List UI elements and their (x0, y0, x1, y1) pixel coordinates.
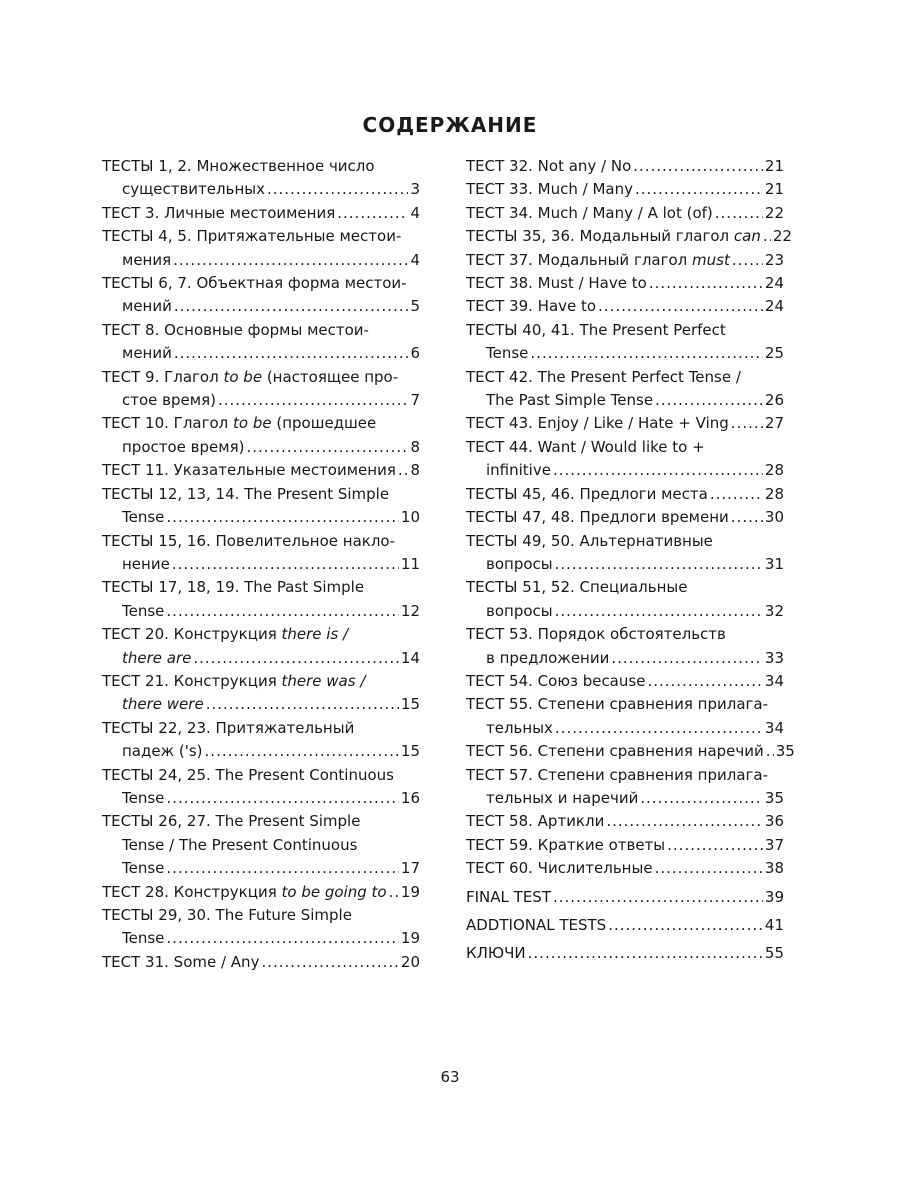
toc-entry-line (466, 366, 784, 389)
toc-page-number: 24 (764, 297, 784, 316)
toc-entry-line (466, 942, 784, 965)
toc-page-number: 36 (764, 812, 784, 831)
dot-leader (555, 717, 763, 740)
toc-page-number: 15 (400, 695, 420, 714)
dot-leader (732, 249, 763, 272)
toc-entry (466, 178, 784, 201)
toc-entry-text: ТЕСТ 56. Степени сравнения наречий (466, 742, 764, 761)
toc-entry-text: ТЕСТ 55. Степени сравнения прилага- (466, 695, 768, 714)
toc-entry-line (466, 914, 784, 937)
dot-leader (731, 506, 763, 529)
toc-page-number: 26 (764, 391, 784, 410)
toc-entry (102, 810, 420, 880)
toc-entry (466, 225, 792, 248)
toc-entry-text: мения (122, 250, 172, 269)
toc-entry-line (466, 249, 784, 272)
dot-leader (655, 389, 763, 412)
dot-leader (398, 459, 409, 482)
toc-entry-text: ТЕСТЫ 35, 36. Модальный глагол can (466, 227, 761, 246)
toc-entry-line (466, 576, 784, 599)
dot-leader (715, 202, 763, 225)
toc-entry (466, 436, 784, 483)
toc-entry-line (102, 787, 420, 810)
toc-entry-line (466, 155, 784, 178)
toc-entry-text: ТЕСТ 60. Числительные (466, 859, 653, 878)
toc-entry-text: Tense (122, 508, 165, 527)
page-number: 63 (440, 1068, 460, 1086)
toc-entry-line (102, 202, 420, 225)
toc-entry-line (466, 886, 784, 909)
toc-page-number: 27 (764, 414, 784, 433)
toc-page-number: 35 (775, 742, 795, 761)
toc-entry-line (466, 764, 784, 787)
toc-entry-text: ТЕСТЫ 26, 27. The Present Simple (102, 812, 361, 831)
toc-entry-text: ТЕСТ 9. Глагол to be (настоящее про- (102, 367, 399, 386)
toc-entry-text: ТЕСТЫ 29, 30. The Future Simple (102, 906, 352, 924)
toc-entry (466, 857, 784, 880)
toc-page-number: 8 (410, 437, 420, 456)
toc-page-number: 30 (764, 508, 784, 527)
dot-leader (173, 249, 408, 272)
dot-leader (555, 553, 763, 576)
dot-leader (166, 787, 399, 810)
toc-page-number: 24 (764, 274, 784, 293)
toc-entry (466, 530, 784, 577)
toc-column-right (466, 155, 795, 966)
toc-page-number: 16 (400, 788, 420, 807)
toc-entry-line (102, 412, 420, 435)
toc-entry-text: КЛЮЧИ (466, 944, 526, 963)
toc-entry (102, 904, 420, 951)
toc-page-number: 21 (764, 180, 784, 199)
toc-entry-text: ТЕСТЫ 22, 23. Притяжательный (102, 718, 355, 737)
toc-entry-text: ТЕСТ 32. Not any / No (466, 157, 632, 175)
dot-leader (267, 178, 408, 201)
dot-leader (337, 202, 408, 225)
toc-entry-line (102, 647, 420, 670)
toc-entry-text: ТЕСТ 33. Much / Many (466, 180, 633, 199)
toc-entry-line (102, 857, 420, 880)
toc-entry-text: ADDTIONAL TESTS (466, 916, 607, 934)
toc-entry (102, 717, 420, 764)
dot-leader (166, 600, 399, 623)
toc-entry (466, 506, 784, 529)
toc-entry (466, 810, 784, 833)
toc-page-number: 22 (772, 227, 792, 246)
toc-entry-line (466, 670, 784, 693)
toc-entry-text: тельных (486, 718, 553, 737)
toc-entry-text: Tense (122, 859, 165, 878)
toc-entry-line (102, 576, 420, 599)
toc-entry (102, 412, 420, 459)
toc-entry-line (466, 506, 784, 529)
dot-leader (606, 810, 763, 833)
toc-entry-text: ТЕСТ 58. Артикли (466, 812, 605, 831)
toc-page-number: 34 (764, 671, 784, 690)
toc-entry-line (102, 436, 420, 459)
toc-page-number: 11 (400, 554, 420, 573)
toc-page-number: 28 (764, 484, 784, 503)
toc-entry (466, 623, 784, 670)
toc-entry (102, 881, 420, 904)
dot-leader (166, 927, 399, 950)
toc-entry (466, 483, 784, 506)
toc-entry-text: ТЕСТ 57. Степени сравнения прилага- (466, 765, 768, 784)
toc-entry-text: ТЕСТ 10. Глагол to be (прошедшее (102, 414, 377, 433)
toc-entry-line (466, 483, 784, 506)
toc-entry-text: тельных и наречий (486, 788, 639, 807)
toc-page-number: 4 (410, 203, 420, 222)
dot-leader (205, 740, 399, 763)
toc-entry-line (102, 459, 420, 482)
toc-entry-text: мений (122, 344, 172, 363)
dot-leader (530, 342, 763, 365)
toc-entry-line (102, 272, 420, 295)
toc-page-number: 33 (764, 648, 784, 667)
toc-entry-line (102, 178, 420, 201)
toc-page-number: 4 (410, 250, 420, 269)
toc-entry-text: ТЕСТ 42. The Present Perfect Tense / (466, 367, 741, 386)
toc-entry-text: ТЕСТЫ 4, 5. Притяжательные местои- (102, 227, 402, 246)
toc-page-number: 23 (764, 250, 784, 269)
toc-entry (466, 914, 784, 937)
toc-entry (466, 366, 784, 413)
dot-leader (710, 483, 763, 506)
toc-entry-text: ТЕСТЫ 40, 41. The Present Perfect (466, 320, 726, 339)
toc-entry-line (102, 366, 420, 389)
toc-entry-line (466, 342, 784, 365)
toc-entry (102, 951, 420, 974)
dot-leader (608, 914, 763, 937)
toc-page-number: 21 (764, 157, 784, 175)
toc-entry-text: ТЕСТЫ 45, 46. Предлоги места (466, 484, 708, 503)
toc-entry-line (102, 342, 420, 365)
toc-entry-line (466, 834, 784, 857)
toc-page-number: 3 (410, 180, 420, 199)
toc-entry-line (102, 506, 420, 529)
toc-entry-text: ТЕСТЫ 51, 52. Специальные (466, 578, 688, 597)
toc-entry-text: ТЕСТЫ 12, 13, 14. The Present Simple (102, 484, 390, 503)
toc-entry (466, 155, 784, 178)
toc-entry-line (102, 834, 420, 857)
toc-entry-line (466, 412, 784, 435)
toc-entry-text: ТЕСТ 38. Must / Have to (466, 274, 647, 293)
toc-entry-line (102, 483, 420, 506)
toc-entry (102, 225, 420, 272)
toc-entry (466, 319, 784, 366)
toc-entry (102, 366, 420, 413)
toc-entry-text: ТЕСТ 31. Some / Any (102, 952, 260, 971)
toc-entry-text: нение (122, 554, 170, 573)
toc-page-number: 25 (764, 344, 784, 363)
toc-entry-line (466, 202, 784, 225)
toc-entry-text: ТЕСТЫ 1, 2. Множественное число (102, 157, 375, 175)
toc-entry-line (466, 178, 784, 201)
toc-entry-text: ТЕСТ 37. Модальный глагол must (466, 250, 730, 269)
toc-page-number: 19 (400, 882, 420, 901)
toc-page-number: 22 (764, 203, 784, 222)
dot-leader (166, 506, 399, 529)
toc-entry-line (466, 693, 784, 716)
dot-leader (611, 647, 763, 670)
toc-entry-line (466, 272, 784, 295)
toc-page-number: 15 (400, 742, 420, 761)
dot-leader (218, 389, 409, 412)
toc-page-number: 19 (400, 929, 420, 948)
page-title: СОДЕРЖАНИЕ (362, 113, 538, 137)
toc-entry-text: вопросы (486, 554, 553, 573)
toc-entry-text: ТЕСТ 20. Конструкция there is / (102, 625, 349, 644)
toc-entry-text: there are (122, 648, 192, 667)
toc-entry (102, 319, 420, 366)
toc-entry-text: ТЕСТ 53. Порядок обстоятельств (466, 625, 726, 644)
toc-page-number: 28 (764, 461, 784, 480)
toc-entry (466, 942, 784, 965)
toc-entry (102, 483, 420, 530)
toc-entry-line (102, 904, 420, 927)
toc-entry-text: there were (122, 695, 204, 714)
dot-leader (174, 342, 409, 365)
toc-entry-line (102, 951, 420, 974)
toc-entry-line (102, 249, 420, 272)
toc-entry (466, 764, 784, 811)
toc-entry-line (102, 225, 420, 248)
toc-entry-text: ТЕСТЫ 24, 25. The Present Continuous (102, 765, 394, 784)
toc-entry-line (466, 717, 784, 740)
toc-entry (102, 530, 420, 577)
dot-leader (246, 436, 408, 459)
toc-entry-line (102, 295, 420, 318)
toc-page-number: 38 (764, 859, 784, 878)
toc-entry (466, 295, 784, 318)
toc-entry-line (466, 857, 784, 880)
toc-entry-text: ТЕСТЫ 6, 7. Объектная форма местои- (102, 274, 407, 293)
toc-page-number: 41 (764, 916, 784, 934)
toc-entry (102, 576, 420, 623)
toc-page-number: 39 (764, 887, 784, 906)
toc-entry-text: ТЕСТ 59. Краткие ответы (466, 835, 666, 854)
toc-entry-text: ТЕСТ 11. Указательные местоимения (102, 461, 396, 480)
toc-entry-text: ТЕСТ 3. Личные местоимения (102, 203, 336, 222)
toc-entry (466, 740, 795, 763)
toc-page-number: 6 (410, 344, 420, 363)
dot-leader (647, 670, 762, 693)
toc-page-number: 12 (400, 601, 420, 620)
toc-entry-text: стое время) (122, 391, 216, 410)
toc-page-number: 55 (764, 944, 784, 963)
dot-leader (172, 553, 399, 576)
toc-entry-line (466, 623, 784, 646)
toc-entry-text: ТЕСТ 43. Enjoy / Like / Hate + Ving (466, 414, 729, 433)
toc-entry (466, 693, 784, 740)
toc-entry-line (102, 623, 420, 646)
toc-page-number: 34 (764, 718, 784, 737)
toc-entry (102, 623, 420, 670)
toc-entry-text: ТЕСТ 21. Конструкция there was / (102, 671, 366, 690)
toc-entry-line (466, 436, 784, 459)
toc-entry (466, 576, 784, 623)
toc-entry-line (102, 319, 420, 342)
toc-entry-line (466, 787, 784, 810)
toc-entry (466, 834, 784, 857)
toc-entry-line (102, 927, 420, 950)
toc-entry-text: ТЕСТ 39. Have to (466, 297, 597, 316)
toc-entry-text: FINAL TEST (466, 887, 551, 906)
toc-entry-line (466, 530, 784, 553)
toc-entry (102, 764, 420, 811)
toc-entry-line (466, 319, 784, 342)
toc-column-left (102, 155, 420, 974)
toc-entry-line (102, 810, 420, 833)
toc-entry-line (102, 717, 420, 740)
toc-entry-text: ТЕСТЫ 17, 18, 19. The Past Simple (102, 578, 365, 597)
toc-entry-line (466, 295, 784, 318)
toc-entry (466, 202, 784, 225)
toc-entry-line (466, 647, 784, 670)
toc-entry-line (102, 881, 420, 904)
toc-entry-text: простое время) (122, 437, 245, 456)
toc-entry-line (102, 389, 420, 412)
dot-leader (649, 272, 763, 295)
dot-leader (766, 740, 774, 763)
dot-leader (193, 647, 399, 670)
toc-entry-text: в предложении (486, 648, 610, 667)
toc-entry (466, 886, 784, 909)
toc-page-number: 32 (764, 601, 784, 620)
toc-page-number: 31 (764, 554, 784, 573)
toc-page-number: 7 (410, 391, 420, 410)
toc-entry-text: Tense (122, 601, 165, 620)
toc-entry (102, 202, 420, 225)
toc-page-number: 20 (400, 952, 420, 971)
toc-page-number: 10 (400, 508, 420, 527)
toc-entry (102, 670, 420, 717)
toc-entry (102, 155, 420, 202)
toc-entry-text: ТЕСТЫ 47, 48. Предлоги времени (466, 508, 729, 527)
toc-entry-text: The Past Simple Tense (486, 391, 654, 410)
toc-entry-text: Tense (122, 929, 165, 948)
toc-page-number: 17 (400, 859, 420, 878)
toc-entry (102, 459, 420, 482)
toc-page-number: 14 (400, 648, 420, 667)
toc-page-number: 5 (410, 297, 420, 316)
toc-entry (466, 249, 784, 272)
dot-leader (763, 225, 771, 248)
toc-entry-text: ТЕСТ 28. Конструкция to be going to (102, 882, 387, 901)
toc-entry (466, 272, 784, 295)
dot-leader (553, 459, 763, 482)
toc-entry-line (466, 740, 795, 763)
toc-entry-text: мений (122, 297, 172, 316)
dot-leader (667, 834, 763, 857)
toc-entry-text: infinitive (486, 461, 551, 480)
dot-leader (731, 412, 763, 435)
dot-leader (389, 881, 399, 904)
dot-leader (166, 857, 399, 880)
toc-page-number: 8 (410, 461, 420, 480)
toc-entry-line (466, 600, 784, 623)
toc-entry-line (466, 389, 784, 412)
toc-page-number: 37 (764, 835, 784, 854)
toc-entry-line (466, 459, 784, 482)
dot-leader (635, 178, 763, 201)
toc-entry-line (466, 553, 784, 576)
toc-entry-line (102, 553, 420, 576)
toc-entry-text: ТЕСТ 34. Much / Many / A lot (of) (466, 203, 713, 222)
toc-entry (466, 412, 784, 435)
dot-leader (261, 951, 398, 974)
dot-leader (555, 600, 763, 623)
toc-entry-text: падеж ('s) (122, 742, 203, 761)
toc-entry-text: вопросы (486, 601, 553, 620)
toc-page-number: 35 (764, 788, 784, 807)
toc-entry-text: ТЕСТ 54. Союз because (466, 671, 646, 690)
dot-leader (174, 295, 409, 318)
toc-entry-line (102, 155, 420, 178)
dot-leader (206, 693, 399, 716)
toc-entry-line (102, 693, 420, 716)
toc-entry-text: Tense (122, 788, 165, 807)
toc-entry-text: ТЕСТ 44. Want / Would like to + (466, 437, 705, 456)
dot-leader (655, 857, 763, 880)
dot-leader (553, 886, 763, 909)
toc-entry-text: Tense / The Present Continuous (122, 835, 358, 854)
dot-leader (633, 155, 763, 178)
toc-entry-line (466, 810, 784, 833)
toc-entry-line (102, 530, 420, 553)
toc-entry-text: ТЕСТ 8. Основные формы местои- (102, 320, 369, 339)
toc-entry-text: ТЕСТЫ 15, 16. Повелительное накло- (102, 531, 395, 550)
toc-entry-text: существительных (122, 180, 265, 199)
toc-entry-line (102, 764, 420, 787)
toc-entry-line (102, 740, 420, 763)
dot-leader (598, 295, 763, 318)
toc-entry-line (102, 600, 420, 623)
dot-leader (528, 942, 763, 965)
toc-entry-text: ТЕСТЫ 49, 50. Альтернативные (466, 531, 713, 550)
dot-leader (640, 787, 763, 810)
toc-entry (102, 272, 420, 319)
toc-entry-line (102, 670, 420, 693)
toc-entry-text: Tense (486, 344, 529, 363)
toc-entry-line (466, 225, 792, 248)
toc-entry (466, 670, 784, 693)
